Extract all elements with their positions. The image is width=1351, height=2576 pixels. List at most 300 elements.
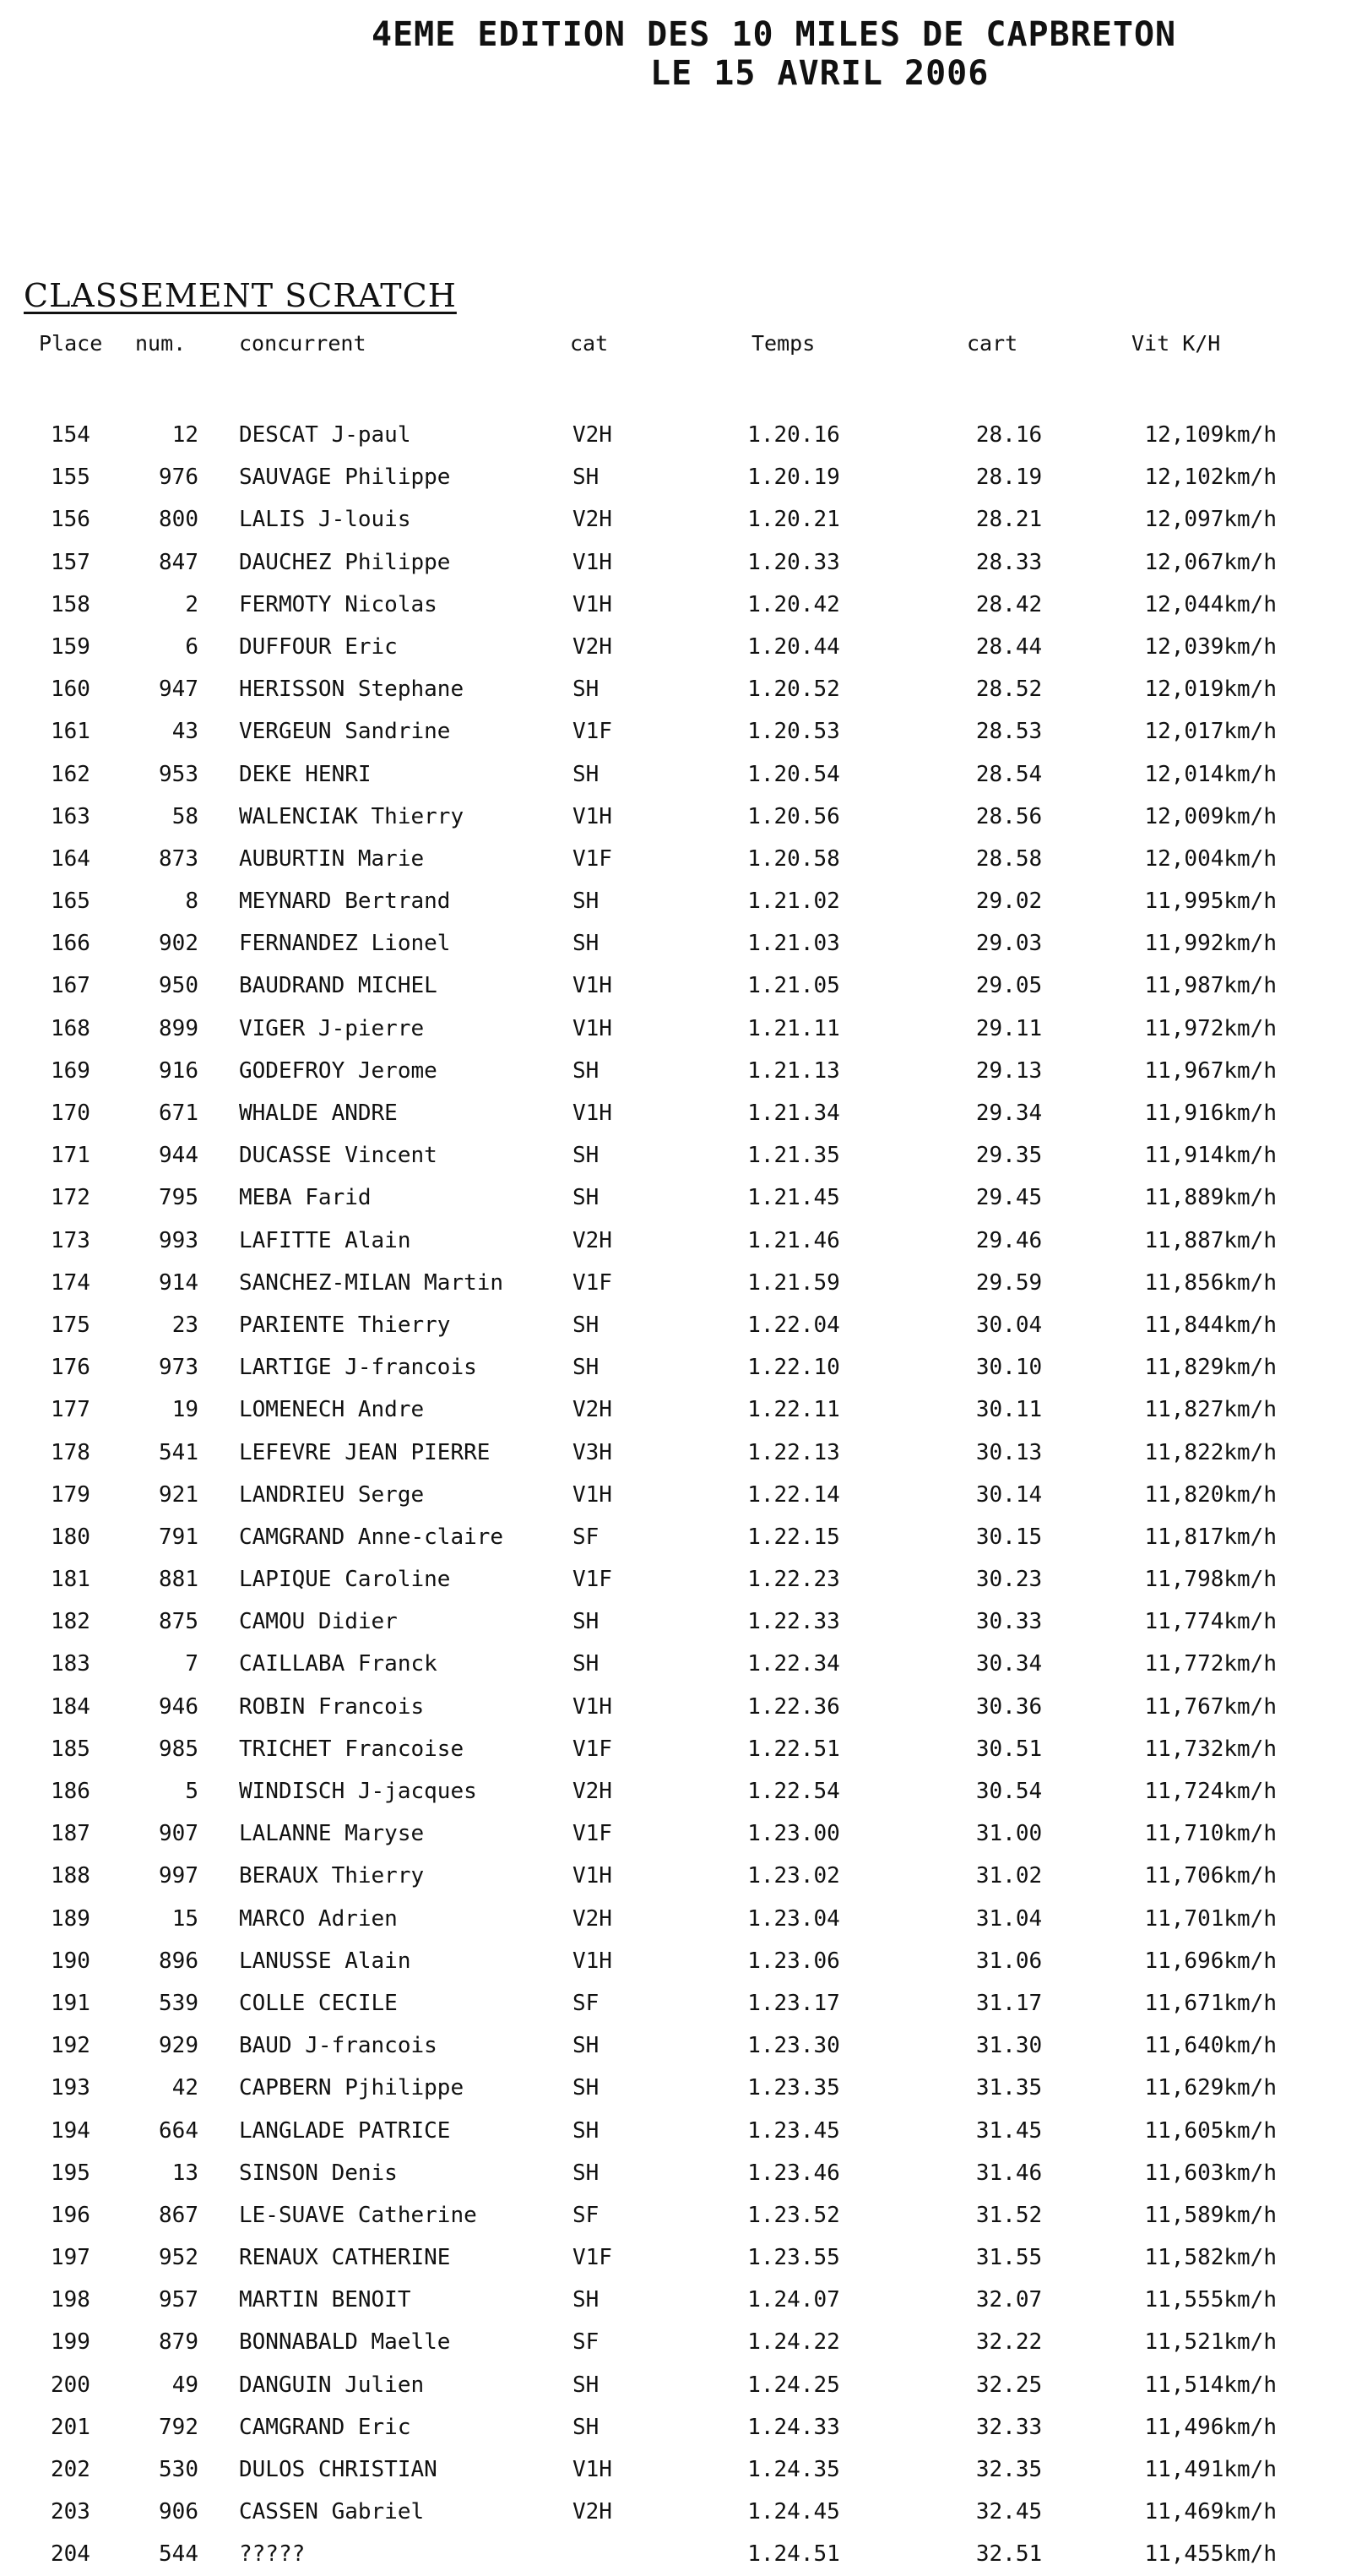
cell-cart: 32.07 xyxy=(975,2287,1043,2313)
table-row xyxy=(0,1177,1351,1219)
cell-name: LOMENECH Andre xyxy=(239,1397,425,1423)
cell-place: 160 xyxy=(51,677,90,703)
cell-time: 1.21.05 xyxy=(747,973,840,999)
cell-cat: V1F xyxy=(572,1269,612,1296)
cell-num: 946 xyxy=(159,1693,198,1720)
cell-cart: 28.52 xyxy=(975,677,1043,703)
cell-cart: 30.34 xyxy=(975,1651,1043,1677)
cell-cat: SH xyxy=(572,931,600,957)
cell-num: 13 xyxy=(171,2160,198,2186)
cell-num: 539 xyxy=(159,1990,198,2016)
cell-place: 183 xyxy=(51,1651,90,1677)
cell-place: 194 xyxy=(51,2117,90,2144)
cell-name: DUFFOUR Eric xyxy=(239,633,398,660)
cell-name: MEBA Farid xyxy=(239,1185,372,1211)
table-row xyxy=(0,838,1351,880)
cell-cart: 28.33 xyxy=(975,549,1043,575)
cell-name: LALIS J-louis xyxy=(239,507,411,533)
table-row xyxy=(0,1304,1351,1346)
cell-num: 944 xyxy=(159,1143,198,1169)
cell-speed: 11,514km/h xyxy=(1144,2372,1277,2398)
cell-speed: 11,671km/h xyxy=(1144,1990,1277,2016)
cell-name: COLLE CECILE xyxy=(239,1990,398,2016)
cell-speed: 11,603km/h xyxy=(1144,2160,1277,2186)
cell-speed: 11,774km/h xyxy=(1144,1609,1277,1635)
table-row xyxy=(0,1474,1351,1516)
cell-num: 879 xyxy=(159,2329,198,2356)
table-row xyxy=(0,2448,1351,2491)
cell-speed: 11,732km/h xyxy=(1144,1736,1277,1762)
table-row xyxy=(0,1686,1351,1728)
cell-cart: 29.45 xyxy=(975,1185,1043,1211)
cell-num: 6 xyxy=(185,633,198,660)
cell-cart: 28.56 xyxy=(975,803,1043,829)
cell-speed: 11,706km/h xyxy=(1144,1863,1277,1889)
table-row xyxy=(0,1008,1351,1050)
cell-time: 1.21.59 xyxy=(747,1269,840,1296)
cell-cart: 30.11 xyxy=(975,1397,1043,1423)
cell-num: 953 xyxy=(159,761,198,787)
cell-time: 1.20.16 xyxy=(747,422,840,448)
cell-cart: 30.23 xyxy=(975,1567,1043,1593)
cell-num: 867 xyxy=(159,2202,198,2228)
cell-name: CAMOU Didier xyxy=(239,1609,398,1635)
cell-cat: SH xyxy=(572,2287,600,2313)
cell-cat: SH xyxy=(572,1651,600,1677)
table-row xyxy=(0,1432,1351,1474)
column-header-time: Temps xyxy=(751,331,816,356)
cell-cart: 29.02 xyxy=(975,889,1043,915)
table-row xyxy=(0,1134,1351,1177)
cell-cat: V2H xyxy=(572,2499,612,2525)
race-date: LE 15 AVRIL 2006 xyxy=(650,54,990,93)
table-row xyxy=(0,626,1351,668)
cell-cart: 28.53 xyxy=(975,719,1043,745)
cell-place: 175 xyxy=(51,1312,90,1338)
cell-cart: 28.54 xyxy=(975,761,1043,787)
cell-time: 1.21.46 xyxy=(747,1227,840,1253)
cell-cat: SH xyxy=(572,1143,600,1169)
cell-time: 1.24.35 xyxy=(747,2457,840,2482)
cell-cat: SH xyxy=(572,1057,600,1084)
cell-cart: 31.35 xyxy=(975,2075,1043,2101)
cell-cat: SH xyxy=(572,1185,600,1211)
cell-place: 155 xyxy=(51,465,90,491)
cell-cart: 31.17 xyxy=(975,1990,1043,2016)
cell-place: 171 xyxy=(51,1143,90,1169)
column-header-num: num. xyxy=(135,331,187,356)
cell-cart: 31.04 xyxy=(975,1905,1043,1932)
cell-cat: V1H xyxy=(572,973,612,999)
cell-place: 203 xyxy=(51,2499,90,2525)
cell-num: 947 xyxy=(159,677,198,703)
cell-place: 165 xyxy=(51,889,90,915)
cell-num: 976 xyxy=(159,465,198,491)
column-header-cart: cart xyxy=(967,331,1018,356)
table-row xyxy=(0,1982,1351,2024)
cell-time: 1.21.13 xyxy=(747,1057,840,1084)
cell-place: 199 xyxy=(51,2329,90,2356)
table-row xyxy=(0,1855,1351,1897)
cell-time: 1.23.52 xyxy=(747,2202,840,2228)
table-row xyxy=(0,1389,1351,1431)
cell-speed: 11,820km/h xyxy=(1144,1481,1277,1508)
cell-num: 914 xyxy=(159,1269,198,1296)
table-row xyxy=(0,1600,1351,1643)
cell-time: 1.23.55 xyxy=(747,2245,840,2271)
cell-place: 177 xyxy=(51,1397,90,1423)
cell-cart: 31.46 xyxy=(975,2160,1043,2186)
cell-num: 544 xyxy=(159,2541,198,2568)
table-row xyxy=(0,753,1351,796)
cell-cart: 32.25 xyxy=(975,2372,1043,2398)
cell-speed: 11,640km/h xyxy=(1144,2033,1277,2059)
cell-cart: 28.42 xyxy=(975,591,1043,617)
cell-cart: 32.33 xyxy=(975,2414,1043,2440)
cell-time: 1.23.17 xyxy=(747,1990,840,2016)
table-row xyxy=(0,2194,1351,2236)
cell-cat: SF xyxy=(572,2202,600,2228)
cell-place: 184 xyxy=(51,1693,90,1720)
cell-place: 173 xyxy=(51,1227,90,1253)
cell-time: 1.23.06 xyxy=(747,1948,840,1974)
cell-place: 176 xyxy=(51,1355,90,1381)
cell-name: TRICHET Francoise xyxy=(239,1736,464,1762)
table-row xyxy=(0,541,1351,584)
cell-name: WINDISCH J-jacques xyxy=(239,1779,477,1804)
cell-num: 902 xyxy=(159,931,198,957)
cell-time: 1.22.51 xyxy=(747,1736,840,1762)
cell-time: 1.22.34 xyxy=(747,1651,840,1677)
cell-speed: 12,017km/h xyxy=(1144,719,1277,745)
cell-speed: 11,696km/h xyxy=(1144,1948,1277,1974)
cell-cat: SF xyxy=(572,2329,600,2356)
cell-cat: SH xyxy=(572,2033,600,2059)
table-row xyxy=(0,2406,1351,2448)
cell-cart: 28.16 xyxy=(975,422,1043,448)
cell-num: 896 xyxy=(159,1948,198,1974)
cell-place: 195 xyxy=(51,2160,90,2186)
table-row xyxy=(0,414,1351,456)
cell-cat: SH xyxy=(572,1609,600,1635)
cell-time: 1.24.07 xyxy=(747,2287,840,2313)
table-row xyxy=(0,2024,1351,2067)
cell-place: 197 xyxy=(51,2245,90,2271)
cell-speed: 11,772km/h xyxy=(1144,1651,1277,1677)
cell-cat: V2H xyxy=(572,1905,612,1932)
cell-cart: 30.14 xyxy=(975,1481,1043,1508)
cell-cart: 31.45 xyxy=(975,2117,1043,2144)
cell-name: AUBURTIN Marie xyxy=(239,845,425,872)
cell-time: 1.24.45 xyxy=(747,2499,840,2525)
cell-num: 49 xyxy=(171,2372,198,2398)
cell-cart: 32.51 xyxy=(975,2541,1043,2568)
cell-cart: 28.44 xyxy=(975,633,1043,660)
cell-time: 1.23.02 xyxy=(747,1863,840,1889)
cell-speed: 12,102km/h xyxy=(1144,465,1277,491)
cell-name: LALANNE Maryse xyxy=(239,1821,425,1847)
cell-name: MARTIN BENOIT xyxy=(239,2287,411,2313)
cell-time: 1.22.13 xyxy=(747,1439,840,1465)
cell-speed: 11,844km/h xyxy=(1144,1312,1277,1338)
cell-time: 1.24.25 xyxy=(747,2372,840,2398)
cell-name: MEYNARD Bertrand xyxy=(239,889,451,915)
cell-cart: 30.15 xyxy=(975,1524,1043,1550)
cell-time: 1.20.54 xyxy=(747,761,840,787)
cell-speed: 11,829km/h xyxy=(1144,1355,1277,1381)
cell-name: ROBIN Francois xyxy=(239,1693,425,1720)
cell-speed: 12,109km/h xyxy=(1144,422,1277,448)
table-row xyxy=(0,1220,1351,1262)
cell-name: SAUVAGE Philippe xyxy=(239,465,451,491)
cell-time: 1.20.21 xyxy=(747,507,840,533)
cell-speed: 11,455km/h xyxy=(1144,2541,1277,2568)
table-row xyxy=(0,498,1351,541)
cell-num: 5 xyxy=(185,1779,198,1804)
cell-cat: V1H xyxy=(572,1863,612,1889)
cell-num: 873 xyxy=(159,845,198,872)
cell-cart: 31.52 xyxy=(975,2202,1043,2228)
cell-cat: SF xyxy=(572,1524,600,1550)
cell-time: 1.24.51 xyxy=(747,2541,840,2568)
cell-cart: 29.59 xyxy=(975,1269,1043,1296)
cell-time: 1.21.03 xyxy=(747,931,840,957)
cell-time: 1.23.30 xyxy=(747,2033,840,2059)
table-row xyxy=(0,1728,1351,1770)
cell-cat: V1H xyxy=(572,803,612,829)
cell-cat: V1H xyxy=(572,2457,612,2482)
cell-cat: SH xyxy=(572,2414,600,2440)
cell-num: 906 xyxy=(159,2499,198,2525)
table-row xyxy=(0,2533,1351,2575)
cell-cart: 30.10 xyxy=(975,1355,1043,1381)
cell-time: 1.22.15 xyxy=(747,1524,840,1550)
cell-place: 172 xyxy=(51,1185,90,1211)
cell-cat: V1F xyxy=(572,1567,612,1593)
cell-name: CAMGRAND Anne-claire xyxy=(239,1524,504,1550)
cell-time: 1.22.11 xyxy=(747,1397,840,1423)
cell-speed: 11,914km/h xyxy=(1144,1143,1277,1169)
cell-num: 957 xyxy=(159,2287,198,2313)
cell-name: LE-SUAVE Catherine xyxy=(239,2202,477,2228)
table-row xyxy=(0,922,1351,965)
cell-time: 1.23.00 xyxy=(747,1821,840,1847)
cell-cat: SH xyxy=(572,1355,600,1381)
cell-place: 157 xyxy=(51,549,90,575)
cell-cat: V1H xyxy=(572,1015,612,1041)
cell-time: 1.20.58 xyxy=(747,845,840,872)
cell-time: 1.22.14 xyxy=(747,1481,840,1508)
cell-speed: 11,496km/h xyxy=(1144,2414,1277,2440)
cell-speed: 11,491km/h xyxy=(1144,2457,1277,2482)
section-title: CLASSEMENT SCRATCH xyxy=(24,277,457,314)
cell-speed: 12,019km/h xyxy=(1144,677,1277,703)
cell-name: LEFEVRE JEAN PIERRE xyxy=(239,1439,491,1465)
cell-cart: 32.35 xyxy=(975,2457,1043,2482)
cell-time: 1.23.45 xyxy=(747,2117,840,2144)
cell-time: 1.20.33 xyxy=(747,549,840,575)
cell-time: 1.22.54 xyxy=(747,1779,840,1804)
cell-time: 1.20.53 xyxy=(747,719,840,745)
cell-time: 1.20.42 xyxy=(747,591,840,617)
cell-place: 191 xyxy=(51,1990,90,2016)
race-title: 4EME EDITION DES 10 MILES DE CAPBRETON xyxy=(372,15,1177,54)
cell-name: WHALDE ANDRE xyxy=(239,1101,398,1126)
cell-place: 201 xyxy=(51,2414,90,2440)
cell-place: 188 xyxy=(51,1863,90,1889)
cell-cart: 29.46 xyxy=(975,1227,1043,1253)
cell-cart: 31.02 xyxy=(975,1863,1043,1889)
cell-cart: 29.03 xyxy=(975,931,1043,957)
cell-speed: 11,916km/h xyxy=(1144,1101,1277,1126)
cell-place: 200 xyxy=(51,2372,90,2398)
cell-place: 182 xyxy=(51,1609,90,1635)
cell-num: 664 xyxy=(159,2117,198,2144)
cell-time: 1.22.23 xyxy=(747,1567,840,1593)
cell-num: 907 xyxy=(159,1821,198,1847)
cell-cat: V2H xyxy=(572,1779,612,1804)
cell-time: 1.21.11 xyxy=(747,1015,840,1041)
cell-cat: V1H xyxy=(572,1481,612,1508)
cell-speed: 11,701km/h xyxy=(1144,1905,1277,1932)
cell-cat: V2H xyxy=(572,1397,612,1423)
column-header-name: concurrent xyxy=(239,331,366,356)
cell-name: BAUDRAND MICHEL xyxy=(239,973,437,999)
cell-cat: V2H xyxy=(572,422,612,448)
table-row xyxy=(0,2152,1351,2194)
cell-place: 170 xyxy=(51,1101,90,1126)
cell-speed: 12,067km/h xyxy=(1144,549,1277,575)
cell-place: 187 xyxy=(51,1821,90,1847)
cell-num: 43 xyxy=(171,719,198,745)
cell-time: 1.20.19 xyxy=(747,465,840,491)
cell-cat: V2H xyxy=(572,507,612,533)
cell-speed: 12,004km/h xyxy=(1144,845,1277,872)
cell-name: WALENCIAK Thierry xyxy=(239,803,464,829)
cell-time: 1.24.22 xyxy=(747,2329,840,2356)
cell-num: 875 xyxy=(159,1609,198,1635)
table-row xyxy=(0,2279,1351,2321)
table-row xyxy=(0,710,1351,753)
cell-place: 181 xyxy=(51,1567,90,1593)
cell-name: DESCAT J-paul xyxy=(239,422,411,448)
cell-num: 950 xyxy=(159,973,198,999)
cell-time: 1.24.33 xyxy=(747,2414,840,2440)
cell-name: BERAUX Thierry xyxy=(239,1863,425,1889)
cell-num: 973 xyxy=(159,1355,198,1381)
cell-num: 671 xyxy=(159,1101,198,1126)
cell-place: 154 xyxy=(51,422,90,448)
cell-time: 1.21.35 xyxy=(747,1143,840,1169)
cell-speed: 11,889km/h xyxy=(1144,1185,1277,1211)
cell-cat: V1F xyxy=(572,845,612,872)
table-row xyxy=(0,1262,1351,1304)
cell-cat: V1F xyxy=(572,1736,612,1762)
cell-name: SINSON Denis xyxy=(239,2160,398,2186)
cell-speed: 11,967km/h xyxy=(1144,1057,1277,1084)
cell-num: 800 xyxy=(159,507,198,533)
table-row xyxy=(0,1643,1351,1685)
cell-num: 541 xyxy=(159,1439,198,1465)
cell-speed: 11,710km/h xyxy=(1144,1821,1277,1847)
cell-name: VIGER J-pierre xyxy=(239,1015,425,1041)
cell-cart: 31.30 xyxy=(975,2033,1043,2059)
table-row xyxy=(0,2491,1351,2533)
cell-num: 795 xyxy=(159,1185,198,1211)
cell-name: LANDRIEU Serge xyxy=(239,1481,425,1508)
cell-name: FERNANDEZ Lionel xyxy=(239,931,451,957)
cell-cart: 29.34 xyxy=(975,1101,1043,1126)
table-row xyxy=(0,1092,1351,1134)
cell-cat: V1H xyxy=(572,549,612,575)
cell-cat: V1H xyxy=(572,591,612,617)
cell-cat: SH xyxy=(572,761,600,787)
cell-num: 997 xyxy=(159,1863,198,1889)
cell-num: 23 xyxy=(171,1312,198,1338)
cell-cart: 30.36 xyxy=(975,1693,1043,1720)
table-row xyxy=(0,2364,1351,2406)
table-row xyxy=(0,965,1351,1007)
cell-cat: V1H xyxy=(572,1948,612,1974)
cell-cat: V3H xyxy=(572,1439,612,1465)
table-header xyxy=(0,331,1351,365)
cell-num: 42 xyxy=(171,2075,198,2101)
cell-cart: 30.04 xyxy=(975,1312,1043,1338)
cell-time: 1.22.36 xyxy=(747,1693,840,1720)
cell-place: 158 xyxy=(51,591,90,617)
cell-speed: 11,992km/h xyxy=(1144,931,1277,957)
cell-time: 1.20.52 xyxy=(747,677,840,703)
column-header-speed: Vit K/H xyxy=(1131,331,1221,356)
cell-speed: 11,856km/h xyxy=(1144,1269,1277,1296)
table-row xyxy=(0,668,1351,710)
cell-speed: 11,589km/h xyxy=(1144,2202,1277,2228)
cell-place: 164 xyxy=(51,845,90,872)
results-table xyxy=(0,414,1351,2576)
cell-cart: 30.33 xyxy=(975,1609,1043,1635)
cell-num: 899 xyxy=(159,1015,198,1041)
table-row xyxy=(0,2236,1351,2279)
cell-name: GODEFROY Jerome xyxy=(239,1057,437,1084)
cell-name: DUCASSE Vincent xyxy=(239,1143,437,1169)
cell-num: 929 xyxy=(159,2033,198,2059)
cell-speed: 11,724km/h xyxy=(1144,1779,1277,1804)
cell-place: 185 xyxy=(51,1736,90,1762)
cell-name: RENAUX CATHERINE xyxy=(239,2245,451,2271)
cell-speed: 11,972km/h xyxy=(1144,1015,1277,1041)
cell-num: 530 xyxy=(159,2457,198,2482)
cell-time: 1.20.56 xyxy=(747,803,840,829)
cell-place: 202 xyxy=(51,2457,90,2482)
cell-cat: V1F xyxy=(572,1821,612,1847)
cell-place: 204 xyxy=(51,2541,90,2568)
cell-speed: 12,039km/h xyxy=(1144,633,1277,660)
cell-time: 1.23.35 xyxy=(747,2075,840,2101)
document-header xyxy=(372,15,1351,93)
cell-cart: 31.06 xyxy=(975,1948,1043,1974)
cell-cart: 30.54 xyxy=(975,1779,1043,1804)
cell-place: 174 xyxy=(51,1269,90,1296)
cell-place: 178 xyxy=(51,1439,90,1465)
cell-cart: 32.22 xyxy=(975,2329,1043,2356)
cell-cat: SH xyxy=(572,2075,600,2101)
table-row xyxy=(0,880,1351,922)
cell-speed: 12,044km/h xyxy=(1144,591,1277,617)
cell-place: 186 xyxy=(51,1779,90,1804)
cell-speed: 11,827km/h xyxy=(1144,1397,1277,1423)
cell-name: LARTIGE J-francois xyxy=(239,1355,477,1381)
cell-cat: V1F xyxy=(572,2245,612,2271)
